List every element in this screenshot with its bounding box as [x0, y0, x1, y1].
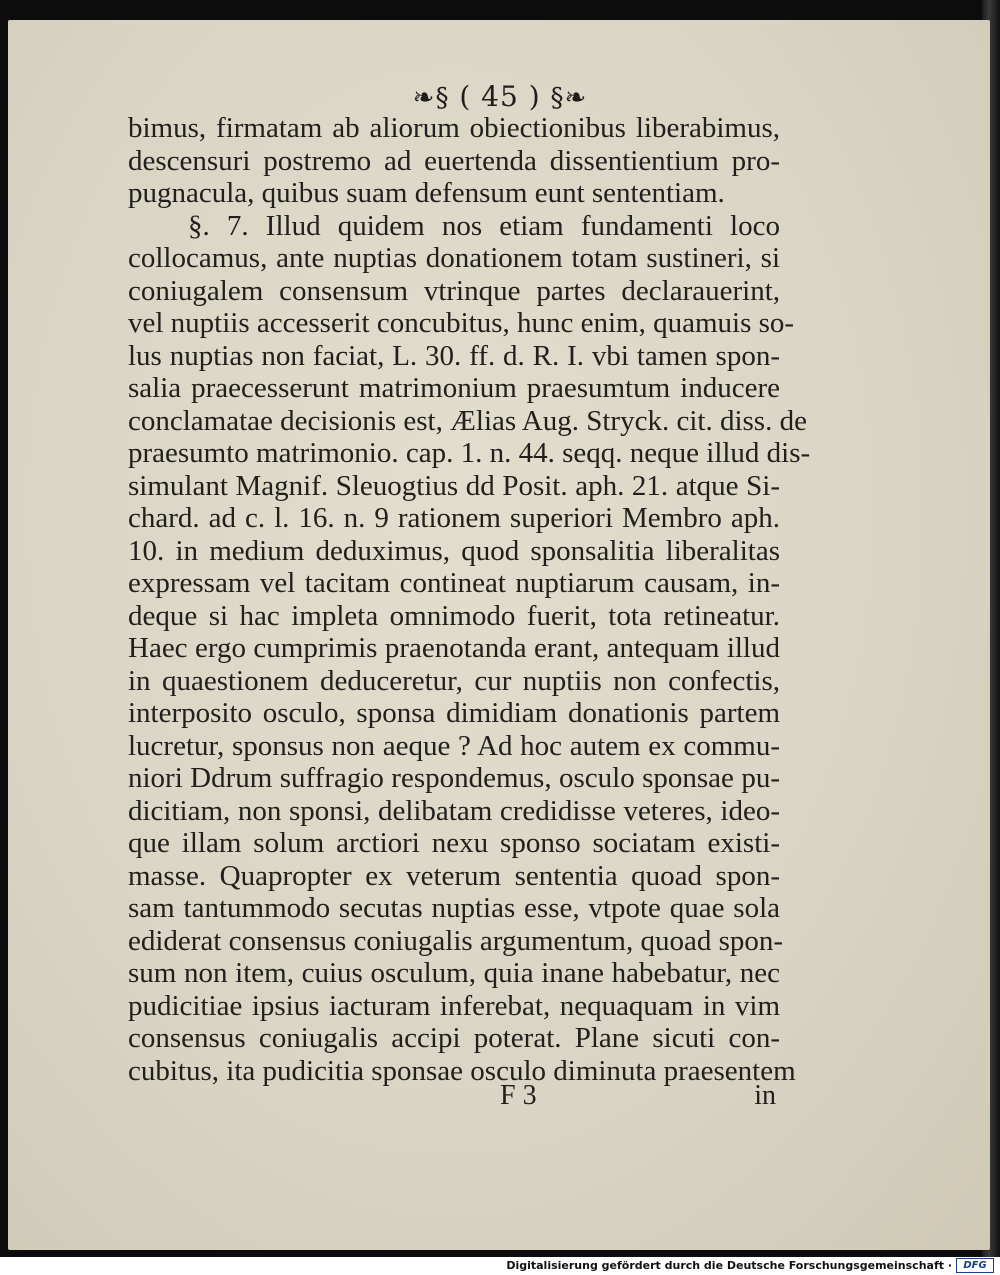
text-line: masse. Quapropter ex veterum sententia quoad spon-: [128, 859, 780, 892]
text-line: chard. ad c. l. 16. n. 9 rationem superiori Membro aph.: [128, 502, 780, 534]
text-line: in quaestionem deduceretur, cur nuptiis non confectis,: [128, 664, 780, 697]
text-line: interposito osculo, sponsa dimidiam donationis partem: [128, 697, 780, 729]
text-line: sam tantummodo secutas nuptias esse, vtpote quae sola: [128, 892, 780, 924]
text-line: Haec ergo cumprimis praenotanda erant, antequam illud: [128, 632, 780, 664]
text-line: dicitiam, non sponsi, delibatam credidisse veteres, ideo-: [128, 794, 780, 827]
page-header: [0, 80, 1000, 113]
body-text: [128, 112, 811, 1087]
text-line: simulant Magnif. Sleuogtius dd Posit. aph. 21. atque Si-: [128, 469, 780, 502]
text-line: descensuri postremo ad euertenda dissentientium pro-: [128, 144, 780, 177]
text-line: bimus, firmatam ab aliorum obiectionibus liberabimus,: [128, 112, 780, 144]
text-line: sum non item, cuius osculum, quia inane habebatur, nec: [128, 957, 780, 989]
text-line: conclamatae decisionis est, Ælias Aug. Stryck. cit. diss. de: [128, 404, 807, 437]
text-line: deque si hac impleta omnimodo fuerit, tota retineatur.: [128, 599, 780, 632]
text-line: pudicitiae ipsius iacturam inferebat, nequaquam in vim: [128, 989, 780, 1022]
text-line: consensus coniugalis accipi poterat. Plane sicuti con-: [128, 1022, 780, 1054]
right-ornament: §❧: [550, 83, 588, 113]
text-line: niori Ddrum suffragio respondemus, osculo sponsae pu-: [128, 762, 780, 794]
text-line: cubitus, ita pudicitia sponsae osculo diminuta praesentem: [128, 1054, 796, 1087]
text-line: collocamus, ante nuptias donationem totam sustineri, si: [128, 242, 780, 274]
signature-mark: F 3: [500, 1080, 537, 1111]
text-line: expressam vel tacitam contineat nuptiarum causam, in-: [128, 567, 780, 599]
text-line: lus nuptias non faciat, L. 30. ff. d. R. I. vbi tamen spon-: [128, 339, 780, 372]
text-line: lucretur, sponsus non aeque ? Ad hoc autem ex commu-: [128, 729, 780, 762]
text-line: 10. in medium deduximus, quod sponsalitia liberalitas: [128, 534, 780, 567]
text-line: ediderat consensus coniugalis argumentum, quoad spon-: [128, 924, 784, 957]
text-line: pugnacula, quibus suam defensum eunt sententiam.: [128, 177, 725, 209]
left-ornament: ❧§: [412, 83, 450, 113]
dfg-logo: DFG: [956, 1258, 994, 1273]
catchword: in: [754, 1080, 776, 1111]
digitization-credit: Digitalisierung gefördert durch die Deutsche Forschungsgemeinschaft ·: [506, 1259, 952, 1272]
page-number: ( 45 ): [459, 80, 541, 113]
text-line: §. 7. Illud quidem nos etiam fundamenti loco: [188, 209, 780, 242]
text-line: que illam solum arctiori nexu sponso sociatam existi-: [128, 827, 780, 859]
text-line: coniugalem consensum vtrinque partes declarauerint,: [128, 274, 780, 307]
text-line: praesumto matrimonio. cap. 1. n. 44. seqq. neque illud dis-: [128, 437, 811, 469]
text-line: vel nuptiis accesserit concubitus, hunc enim, quamuis so-: [128, 307, 795, 339]
text-line: salia praecesserunt matrimonium praesumtum inducere: [128, 372, 780, 404]
